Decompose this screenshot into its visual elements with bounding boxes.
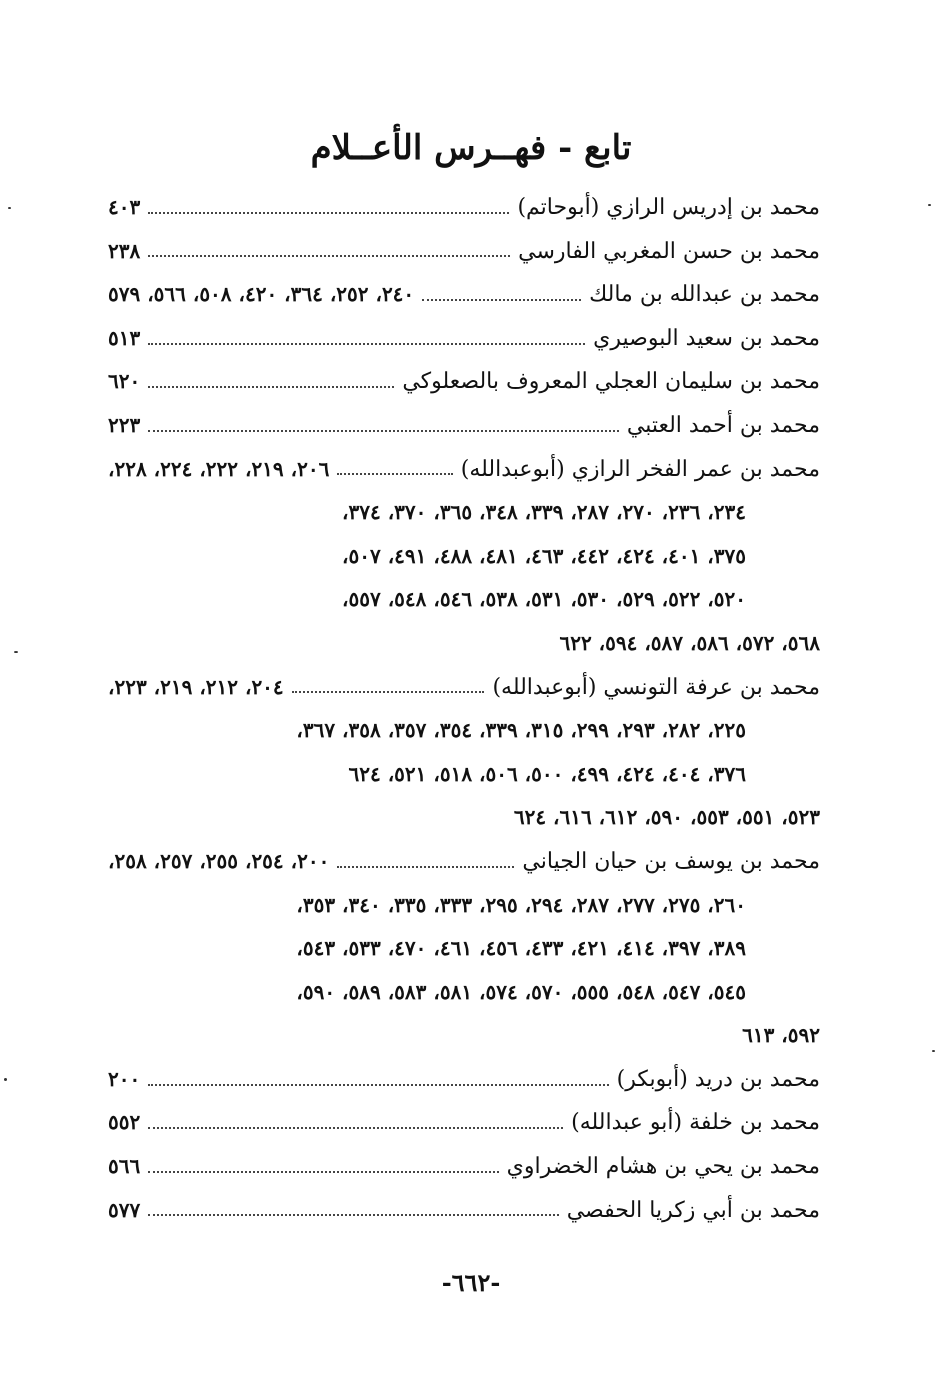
index-entry [108, 273, 820, 317]
index-entry [108, 230, 820, 274]
entry-pages: ٢٠٠، ٢٥٤، ٢٥٥، ٢٥٧، ٢٥٨، [108, 848, 330, 873]
index-entry [108, 1189, 820, 1233]
index-entry-continuation [108, 884, 820, 928]
index-entry-continuation [108, 927, 820, 971]
continuation-pages: ٢٣٤، ٢٣٦، ٢٧٠، ٢٨٧، ٣٣٩، ٣٤٨، ٣٦٥، ٣٧٠، ٣٧٤، [342, 500, 746, 525]
entry-name: محمد بن إدريس الرازي (أبوحاتم) [517, 195, 820, 220]
entry-pages: ٥٧٧ [108, 1197, 141, 1222]
index-entry-continuation [108, 753, 820, 797]
entry-pages: ٢٢٣ [108, 412, 141, 437]
index-entry [108, 317, 820, 361]
entry-pages: ٢٠٦، ٢١٩، ٢٢٢، ٢٢٤، ٢٢٨، [108, 456, 330, 481]
entry-name: محمد بن عرفة التونسي (أبوعبدالله) [492, 674, 820, 700]
dot-leader [148, 1084, 608, 1086]
continuation-pages: ٥٤٥، ٥٤٧، ٥٤٨، ٥٥٥، ٥٧٠، ٥٧٤، ٥٨١، ٥٨٣، ٥٨٩، ٥٩٠، [296, 979, 746, 1004]
index-entry [108, 1101, 820, 1145]
entry-name: محمد بن أبي زكريا الحفصي [566, 1197, 820, 1223]
index-entry [108, 404, 820, 448]
continuation-pages: ٣٧٦، ٤٠٤، ٤٢٤، ٤٩٩، ٥٠٠، ٥٠٦، ٥١٨، ٥٢١، ٦٢٤ [348, 761, 746, 786]
entry-pages: ٢٣٨ [108, 238, 141, 263]
dot-leader [148, 386, 394, 388]
entry-name: محمد بن خلفة (أبو عبدالله) [571, 1110, 820, 1136]
dot-leader [148, 255, 510, 257]
continuation-pages: ٥٦٨، ٥٧٢، ٥٨٦، ٥٨٧، ٥٩٤، ٦٢٢ [559, 630, 820, 655]
index-entry-continuation [108, 535, 820, 579]
entry-pages: ٥١٣ [108, 325, 141, 350]
index-entry-continuation [108, 622, 820, 666]
entry-name: محمد بن أحمد العتبي [626, 412, 820, 438]
dot-leader [337, 473, 452, 475]
entry-pages: ٦٢٠ [108, 369, 141, 394]
index-entry [108, 186, 820, 230]
entry-pages: ٤٠٣ [108, 195, 141, 219]
entry-name: محمد بن سعيد البوصيري [593, 325, 820, 351]
entry-name: محمد بن يحي بن هشام الخضراوي [506, 1154, 820, 1180]
entry-pages: ٢٤٠، ٢٥٢، ٣٦٤، ٤٢٠، ٥٠٨، ٥٦٦، ٥٧٩ [108, 282, 415, 307]
entry-pages: ٢٠٠ [108, 1066, 141, 1091]
page-number: -٦٦٢- [441, 1268, 501, 1297]
dot-leader [148, 1127, 563, 1129]
entry-pages: ٢٠٤، ٢١٢، ٢١٩، ٢٢٣، [108, 674, 284, 699]
dot-leader [337, 866, 514, 868]
index-entry-continuation [108, 971, 820, 1015]
entry-name: محمد بن سليمان العجلي المعروف بالصعلوكي [402, 369, 820, 395]
index-entry-continuation [108, 709, 820, 753]
dot-leader [292, 691, 485, 693]
index-entry-continuation [108, 796, 820, 840]
entry-name: محمد بن دريد (أبوبكر) [616, 1066, 820, 1092]
dot-leader [148, 343, 585, 345]
continuation-pages: ٥٢٣، ٥٥١، ٥٥٣، ٥٩٠، ٦١٢، ٦١٦، ٦٢٤ [513, 805, 820, 830]
dot-leader [148, 212, 509, 214]
scan-speck [4, 1078, 7, 1081]
index-entry [108, 1058, 820, 1102]
entry-name: محمد بن حسن المغربي الفارسي [518, 238, 820, 264]
page-title: تابع - فهــرس الأعــلام [310, 128, 632, 168]
dot-leader [148, 430, 619, 432]
continuation-pages: ٥٢٠، ٥٢٢، ٥٢٩، ٥٣٠، ٥٣١، ٥٣٨، ٥٤٦، ٥٤٨، ٥٥٧، [342, 587, 746, 612]
index-entry [108, 448, 820, 492]
continuation-pages: ٣٨٩، ٣٩٧، ٤١٤، ٤٢١، ٤٣٣، ٤٥٦، ٤٦١، ٤٧٠، ٥٣٣، ٥٤٣، [296, 936, 746, 961]
entry-pages: ٥٥٢ [108, 1110, 141, 1135]
dot-leader [422, 299, 581, 301]
scan-speck [932, 1050, 935, 1052]
dot-leader [148, 1171, 498, 1173]
continuation-pages: ٢٢٥، ٢٨٢، ٢٩٣، ٢٩٩، ٣١٥، ٣٣٩، ٣٥٤، ٣٥٧، ٣٥٨، ٣٦٧، [296, 718, 746, 743]
name-index-list [108, 186, 820, 1232]
index-entry [108, 360, 820, 404]
entry-name: محمد بن يوسف بن حيان الجياني [522, 848, 820, 874]
scan-speck [14, 651, 18, 653]
scan-speck [8, 207, 11, 209]
continuation-pages: ٣٧٥، ٤٠١، ٤٢٤، ٤٤٢، ٤٦٣، ٤٨١، ٤٨٨، ٤٩١، ٥٠٧، [342, 543, 746, 568]
index-entry [108, 666, 820, 710]
index-entry [108, 1145, 820, 1189]
continuation-pages: ٥٩٢، ٦١٣ [742, 1023, 820, 1048]
index-entry [108, 840, 820, 884]
index-entry-continuation [108, 491, 820, 535]
entry-pages: ٥٦٦ [108, 1154, 141, 1179]
entry-name: محمد بن عبدالله بن مالك [589, 282, 820, 308]
entry-name: محمد بن عمر الفخر الرازي (أبوعبدالله) [460, 456, 820, 482]
index-entry-continuation [108, 1014, 820, 1058]
index-entry-continuation [108, 578, 820, 622]
scan-speck [928, 204, 931, 206]
dot-leader [148, 1214, 558, 1216]
continuation-pages: ٢٦٠، ٢٧٥، ٢٧٧، ٢٨٧، ٢٩٤، ٢٩٥، ٣٣٣، ٣٣٥، ٣٤٠، ٣٥٣، [296, 892, 746, 917]
